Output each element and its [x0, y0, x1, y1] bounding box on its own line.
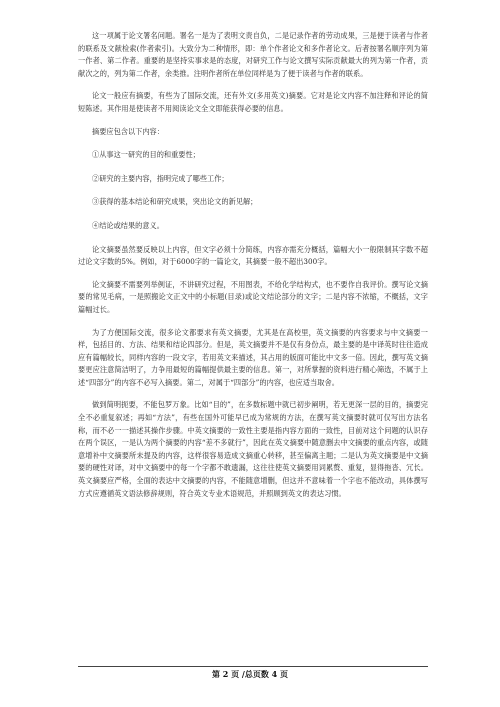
list-item: ④结论或结果的意义。: [92, 220, 164, 230]
page-number-footer: 第 2 页 /总页数 4 页: [212, 669, 288, 679]
paragraph-concise-abstract: 做到简明扼要，不能包罗万象。比如“目的”，在多数标题中就已初步阐明，若无更深一层的目的，摘要完全不必重复叙述；再如“方法”，有些在国外可能早已成为常规的方法，在撰写英文摘要时就可仅写出方法名称，而不必一一描述其操作步骤。中英文摘要的一致性主要是指内容方面的一致性，目前对这个问题的认识存在两个误区，一是认为两个摘要的内容“差不多就行”，因此在英文摘要中随意删去中文摘要的重点内容，或随意增补中文摘要所未提及的内容，这样很容易造成文摘重心转移，甚至偏离主题；二是认为英文摘要是中文摘要的硬性对译，对中文摘要中的每一个字都不敢遗漏，这往往使英文摘要用词累赘、重复，显得拖沓、冗长。英文摘要应严格，全面的表达中文摘要的内容，不能随意增删，但这并不意味着一个字也不能改动，具体撰写方式应遵循英文语法修辞规则，符合英文专业术语规范，并照顾到英文的表达习惯。: [78, 400, 428, 498]
document-body: [78, 30, 428, 510]
paragraph-abstract-mistakes: 论文摘要不需要列举例证，不讲研究过程，不用图表，不给化学结构式，也不要作自我评价。撰写论文摘要的常见毛病，一是照搬论文正文中的小标题(目录)或论文结论部分的文字；二是内容不浓缩，不概括，文字篇幅过长。: [78, 279, 428, 314]
footer-divider: [78, 666, 428, 667]
paragraph-abstract-intro: 论文一般应有摘要，有些为了国际交流，还有外文(多用英文)摘要。它对是论文内容不加注释和评论的简短陈述。其作用是使读者不用阅读论文全文即能获得必要的信息。: [78, 91, 428, 113]
list-item: ①从事这一研究的目的和重要性；: [92, 150, 200, 160]
list-item: ②研究的主要内容，指明完成了哪些工作；: [92, 173, 229, 183]
paragraph-english-abstract: 为了方便国际交流，很多论文都要求有英文摘要，尤其是在高校里，英文摘要的内容要求与中文摘要一样，包括目的、方法、结果和结论四部分。但是，英文摘要并不是仅有身份点，最主要的是中译英时往往造成应有篇幅较长，同样内容的一段文字，若用英文来描述，其占用的版面可能比中文多一倍。因此，撰写英文摘要更应注意简洁明了，力争用最短的篇幅提供最主要的信息。第一，对所掌握的资料进行精心筛选，不属于上述“四部分”的内容不必写入摘要。第二，对属于“四部分”的内容，也应适当取舍。: [78, 327, 428, 387]
paragraph-abstract-contents-heading: 摘要应包含以下内容：: [92, 126, 164, 136]
list-item: ③获得的基本结论和研究成果，突出论文的新见解；: [92, 197, 258, 207]
paragraph-author-signature: 这一项属于论文署名问题。署名一是为了表明文责自负，二是记录作者的劳动成果，三是便于读者与作者的联系及文献检索(作者索引)。大致分为二种情形，即：单个作者论文和多作者论文。后者按署名顺序列为第一作者、第二作者。重要的是坚持实事求是的态度，对研究工作与论文撰写实际贡献最大的列为第一作者，贡献次之的，列为第二作者，余类推。注明作者所在单位同样是为了便于读者与作者的联系。: [78, 31, 428, 78]
paragraph-abstract-length: 论文摘要虽然要反映以上内容，但文字必须十分简练，内容亦需充分概括，篇幅大小一般限制其字数不超过论文字数的5%。例如，对于6000字的一篇论文，其摘要一般不超出300字。: [78, 244, 428, 267]
